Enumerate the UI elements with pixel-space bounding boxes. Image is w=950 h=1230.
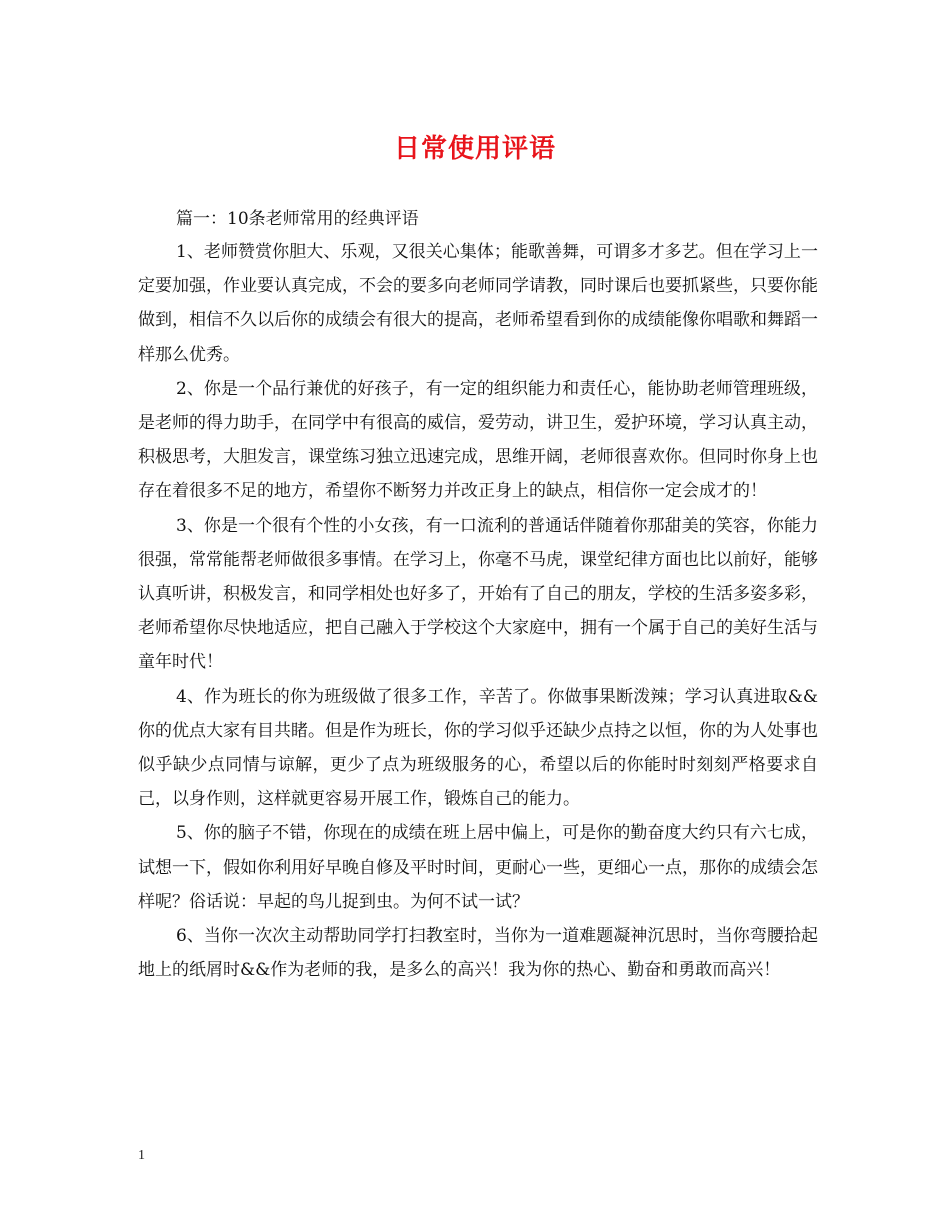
paragraph-1: 1、老师赞赏你胆大、乐观，又很关心集体；能歌善舞，可谓多才多艺。但在学习上一定要加强，作业要认真完成，不会的要多向老师同学请教，同时课后也要抓紧些，只要你能做到，相信不久以后你的成绩会有很大的提高，老师希望看到你的成绩能像你唱歌和舞蹈一样那么优秀。 bbox=[138, 242, 818, 365]
document-title: 日常使用评语 bbox=[393, 134, 556, 164]
page-number: 1 bbox=[138, 1148, 145, 1163]
paragraph-2: 2、你是一个品行兼优的好孩子，有一定的组织能力和责任心，能协助老师管理班级，是老师的得力助手，在同学中有很高的威信，爱劳动，讲卫生，爱护环境，学习认真主动，积极思考，大胆发言，课堂练习独立迅速完成，思维开阔，老师很喜欢你。但同时你身上也存在着很多不足的地方，希望你不断努力并改正身上的缺点，相信你一定会成才的！ bbox=[138, 378, 818, 502]
paragraph-3: 3、你是一个很有个性的小女孩，有一口流利的普通话伴随着你那甜美的笑容，你能力很强，常常能帮老师做很多事情。在学习上，你毫不马虎，课堂纪律方面也比以前好，能够认真听讲，积极发言，和同学相处也好多了，开始有了自己的朋友，学校的生活多姿多彩，老师希望你尽快地适应，把自己融入于学校这个大家庭中，拥有一个属于自己的美好生活与童年时代！ bbox=[138, 515, 818, 673]
document-body bbox=[138, 203, 818, 987]
paragraph-6: 6、当你一次次主动帮助同学打扫教室时，当你为一道难题凝神沉思时，当你弯腰拾起地上的纸屑时&&作为老师的我，是多么的高兴！我为你的热心、勤奋和勇敢而高兴！ bbox=[138, 926, 818, 981]
paragraph-5: 5、你的脑子不错，你现在的成绩在班上居中偏上，可是你的勤奋度大约只有六七成，试想一下，假如你利用好早晚自修及平时时间，更耐心一些，更细心一点，那你的成绩会怎样呢？俗话说：早起的鸟儿捉到虫。为何不试一试？ bbox=[138, 823, 818, 912]
paragraph-4: 4、作为班长的你为班级做了很多工作，辛苦了。你做事果断泼辣；学习认真进取&&你的优点大家有目共睹。但是作为班长，你的学习似乎还缺少点持之以恒，你的为人处事也似乎缺少点同情与谅解，更少了点为班级服务的心，希望以后的你能时时刻刻严格要求自己，以身作则，这样就更容易开展工作，锻炼自己的能力。 bbox=[138, 686, 818, 810]
section-heading: 篇一：10条老师常用的经典评语 bbox=[176, 209, 419, 229]
